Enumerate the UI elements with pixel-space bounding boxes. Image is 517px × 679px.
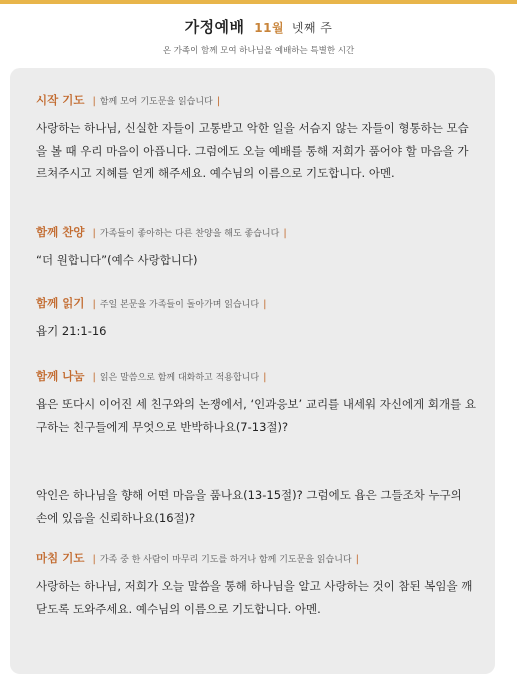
- section-header: [36, 550, 476, 566]
- section-header: [36, 92, 476, 108]
- section-description: 가족 중 한 사람이 마무리 기도를 하거나 함께 기도문을 읽습니다: [99, 555, 352, 565]
- divider: |: [92, 299, 96, 310]
- divider: |: [283, 228, 287, 239]
- section-opening-prayer: [36, 92, 476, 185]
- section-body: 사랑하는 하나님, 신실한 자들이 고통받고 악한 일을 서슴지 않는 자들이 형통하는 모습을 볼 때 우리 마음이 아픕니다. 그럼에도 오늘 예배를 통해 저희가 품어야 할 마음을 가르쳐주시고 지혜를 얻게 해주세요. 예수님의 이름으로 기도합니다. 아멘.: [36, 121, 469, 180]
- section-description: 함께 모여 기도문을 읽습니다: [99, 97, 213, 107]
- section-title: 시작 기도: [36, 93, 85, 107]
- section-title: 함께 찬양: [36, 225, 85, 239]
- header: [0, 16, 517, 56]
- section-title: 함께 읽기: [36, 296, 85, 310]
- divider: |: [92, 372, 96, 383]
- section-praise: [36, 224, 476, 272]
- section-description: 가족들이 좋아하는 다른 찬양을 해도 좋습니다: [99, 229, 280, 239]
- divider: |: [92, 554, 96, 565]
- section-closing-prayer: [36, 550, 476, 620]
- top-accent-bar: [0, 0, 517, 4]
- section-body: “더 원합니다”(예수 사랑합니다): [36, 253, 198, 267]
- divider: |: [216, 96, 221, 107]
- section-header: [36, 295, 476, 311]
- section-header: [36, 368, 476, 384]
- title-month: 11월: [254, 21, 285, 35]
- divider: |: [263, 299, 267, 310]
- divider: |: [92, 96, 96, 107]
- section-title: 함께 나눔: [36, 369, 85, 383]
- section-description: 주일 본문을 가족들이 돌아가며 읽습니다: [99, 300, 260, 310]
- title-text: 가정예배: [184, 18, 245, 36]
- section-body: 욥기 21:1-16: [36, 324, 107, 338]
- section-header: [36, 224, 476, 240]
- section-reading: [36, 295, 476, 343]
- section-body: 욥은 또다시 이어진 세 친구와의 논쟁에서, ‘인과응보’ 교리를 내세워 자신에게 회개를 요구하는 친구들에게 무엇으로 반박하나요(7-13절)?: [36, 397, 476, 434]
- section-description: 읽은 말씀으로 함께 대화하고 적용합니다: [99, 373, 260, 383]
- section-sharing: [36, 368, 476, 529]
- section-title: 마침 기도: [36, 551, 85, 565]
- section-body: 사랑하는 하나님, 저희가 오늘 말씀을 통해 하나님을 알고 사랑하는 것이 참된 복임을 깨닫도록 도와주세요. 예수님의 이름으로 기도합니다. 아멘.: [36, 579, 473, 616]
- divider: |: [355, 554, 359, 565]
- page-title: [0, 16, 517, 37]
- title-week: 넷째 주: [291, 21, 333, 35]
- section-body-question-2: 악인은 하나님을 향해 어떤 마음을 품나요(13-15절)? 그럼에도 욥은 그들조차 누구의 손에 있음을 신뢰하나요(16절)?: [36, 488, 462, 525]
- divider: |: [92, 228, 96, 239]
- page-subtitle: 온 가족이 함께 모여 하나님을 예배하는 특별한 시간: [162, 46, 355, 56]
- divider: |: [263, 372, 267, 383]
